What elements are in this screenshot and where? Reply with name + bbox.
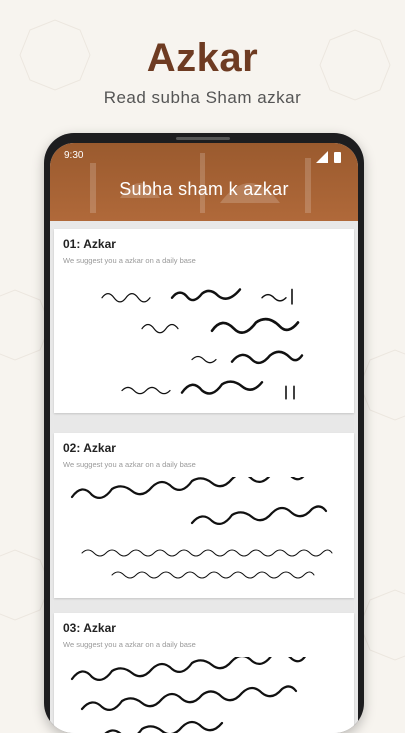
- card-title: 02: Azkar: [63, 441, 116, 455]
- card-title: 01: Azkar: [63, 237, 116, 251]
- status-time: 9:30: [64, 150, 84, 161]
- header-title: Subha sham k azkar: [119, 179, 289, 199]
- arabic-text-image: [62, 657, 346, 733]
- signal-battery-icon: [314, 151, 344, 163]
- card-subtitle: We suggest you a azkar on a daily base: [63, 640, 196, 649]
- app-screen: [50, 143, 358, 733]
- azkar-card[interactable]: [54, 433, 354, 598]
- promo-title: Azkar: [146, 36, 259, 80]
- status-bar: [64, 150, 344, 164]
- app-header: [50, 143, 358, 221]
- card-subtitle: We suggest you a azkar on a daily base: [63, 460, 196, 469]
- arabic-text-image: [62, 273, 346, 407]
- promo-subtitle: Read subha Sham azkar: [103, 88, 302, 107]
- card-title: 03: Azkar: [63, 621, 116, 635]
- card-subtitle: We suggest you a azkar on a daily base: [63, 256, 196, 265]
- arabic-text-image: [62, 477, 346, 592]
- phone-frame: [44, 133, 364, 733]
- phone-speaker: [176, 137, 230, 140]
- azkar-card[interactable]: [54, 613, 354, 733]
- azkar-card[interactable]: [54, 229, 354, 413]
